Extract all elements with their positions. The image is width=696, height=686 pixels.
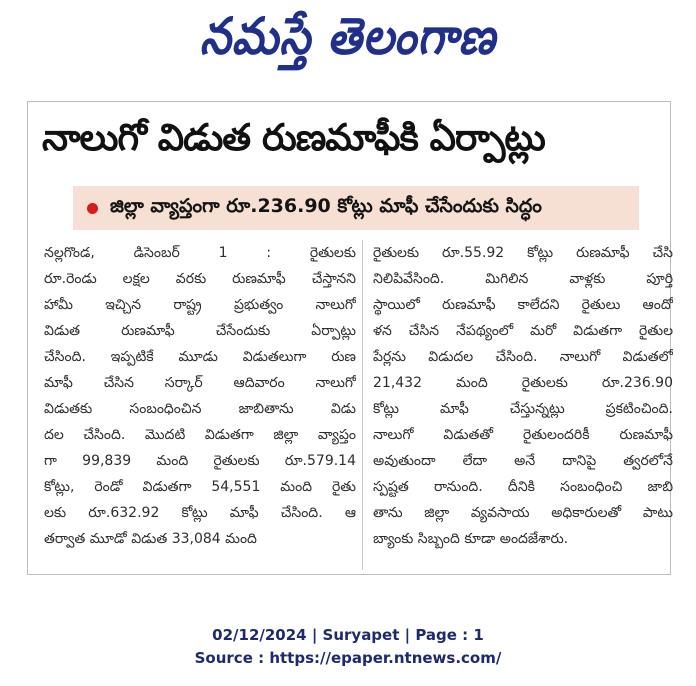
red-bullet-icon xyxy=(87,203,98,214)
newspaper-logo: నమస్తే తెలంగాణ xyxy=(199,7,497,66)
article-text-line: నల్లగొండ, డిసెంబర్ 1 : రైతులకు xyxy=(44,245,356,261)
article-text-line: దల చేసింది. మొదటి విడుతగా జిల్లా వ్యాప్తం xyxy=(44,427,356,443)
article-text-line: గా 99,839 మంది రైతులకు రూ.579.14 xyxy=(44,453,356,469)
article-text-line: విడుత రుణమాఫీ చేసేందుకు ఏర్పాట్లు xyxy=(44,323,356,339)
article-subheadline-box xyxy=(73,186,639,230)
article-text-line: రూ.రెండు లక్షల వరకు రుణమాఫీ చేస్తానని xyxy=(44,271,356,287)
footer-source-line: Source : https://epaper.ntnews.com/ xyxy=(194,649,502,667)
article-text-line: తర్వాత మూడో విడుత 33,084 మంది xyxy=(44,531,257,547)
article-text-line: స్పష్టత రానుంది. దీనికి సంబంధించి జాబి xyxy=(373,479,673,495)
article-text-line: బ్యాంకు సిబ్బంది కూడా అందజేశారు. xyxy=(373,531,569,547)
article-text-line: నాలుగో విడుతతో రైతులందరికీ రుణమాఫీ xyxy=(373,427,673,443)
masthead xyxy=(0,0,696,86)
column-divider xyxy=(362,240,363,570)
article-text-line: మాఫీ చేసిన సర్కార్ ఆదివారం నాలుగో xyxy=(44,375,356,391)
article-text-line: హామీ ఇచ్చిన రాష్ట్ర ప్రభుత్వం నాలుగో xyxy=(44,297,356,313)
article-column-right xyxy=(373,240,673,570)
article-text-line: ళన చేసిన నేపథ్యంలో మరో విడుతగా రైతుల xyxy=(373,323,673,339)
article-text-line: నిలిపివేసింది. మిగిలిన వాళ్లకు పూర్తి xyxy=(373,271,673,287)
article-text-line: తాను జిల్లా వ్యవసాయ అధికారులతో పాటు xyxy=(373,505,673,521)
article-text-line: కోట్లు, రెండో విడుతగా 54,551 మంది రైతు xyxy=(44,479,356,495)
article-column-left xyxy=(44,240,356,570)
article-text-line: స్థాయిలో రుణమాఫీ కాలేదని రైతులు ఆందో xyxy=(373,297,673,313)
article-text-line: విడుతకు సంబంధించిన జాబితాను విడు xyxy=(44,401,356,417)
article-text-line: 21,432 మంది రైతులకు రూ.236.90 xyxy=(373,375,673,391)
article-text-line: చేసింది. ఇప్పటికే మూడు విడుతలుగా రుణ xyxy=(44,349,356,365)
article-text-line: అవుతుందా లేదా అనే దానిపై త్వరలోనే xyxy=(373,453,673,469)
article-text-line: పేర్లను విడుదల చేసింది. నాలుగో విడుతలో xyxy=(373,349,673,365)
article-text-line: లకు రూ.632.92 కోట్లు మాఫీ చేసింది. ఆ xyxy=(44,505,356,521)
article-text-line: రైతులకు రూ.55.92 కోట్లు రుణమాఫీ చేసి xyxy=(373,245,673,261)
article-headline: నాలుగో విడుత రుణమాఫీకి ఏర్పాట్లు xyxy=(42,116,545,159)
footer-date-line: 02/12/2024 | Suryapet | Page : 1 xyxy=(212,626,484,644)
article-subheadline: జిల్లా వ్యాప్తంగా రూ.236.90 కోట్లు మాఫీ చేసేందుకు సిద్ధం xyxy=(110,194,542,217)
article-text-line: కోట్లు మాఫీ చేస్తున్నట్లు ప్రకటించింది. xyxy=(373,401,673,417)
